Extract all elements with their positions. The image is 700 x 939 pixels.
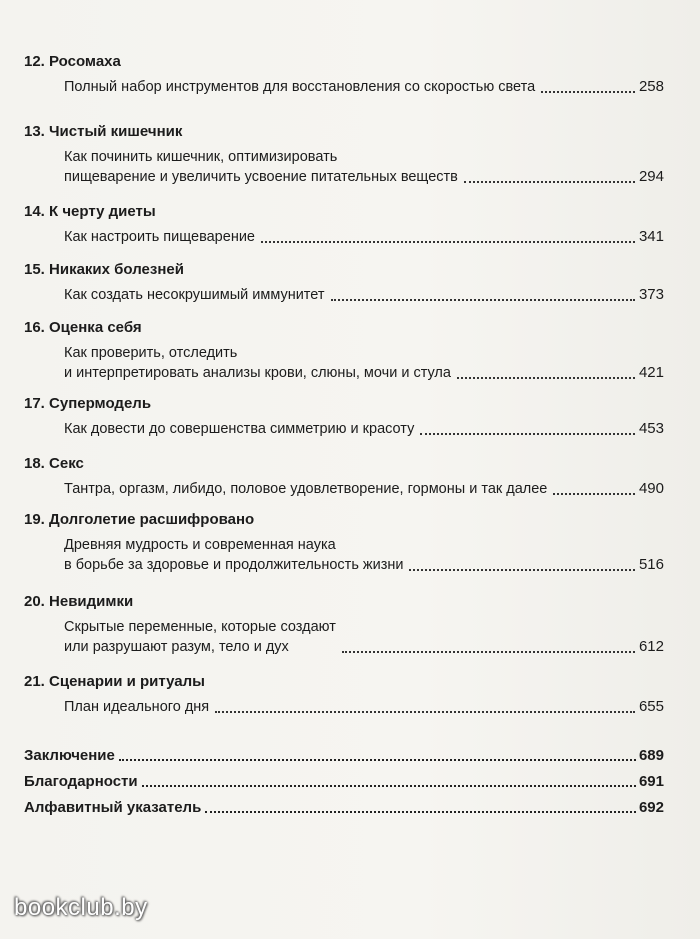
chapter-title: 21. Сценарии и ритуалы bbox=[24, 673, 205, 690]
chapter-20 bbox=[24, 592, 664, 672]
chapter-16 bbox=[24, 318, 664, 394]
chapter-21 bbox=[24, 672, 664, 728]
end-sections bbox=[24, 740, 664, 818]
chapter-title: 17. Супермодель bbox=[24, 395, 152, 412]
subtitle-line: или разрушают разум, тело и дух bbox=[64, 639, 289, 655]
dot-leader bbox=[205, 811, 636, 813]
section-title: Заключение bbox=[24, 747, 115, 764]
section-title: Алфавитный указатель bbox=[24, 799, 202, 816]
subtitle-line: пищеварение и увеличить усвоение питательных веществ bbox=[64, 169, 458, 185]
page-number: 516 bbox=[638, 556, 664, 573]
chapter-15 bbox=[24, 260, 664, 318]
dot-leader bbox=[420, 433, 635, 435]
dot-leader bbox=[142, 785, 636, 787]
chapter-title: 12. Росомаха bbox=[24, 53, 121, 70]
chapter-entry bbox=[64, 479, 664, 499]
chapter-title: 14. К черту диеты bbox=[24, 203, 156, 220]
dot-leader bbox=[342, 651, 635, 653]
section-title: Благодарности bbox=[24, 773, 138, 790]
chapter-entry bbox=[64, 617, 664, 657]
end-section-index bbox=[24, 792, 664, 818]
chapter-entry bbox=[64, 77, 664, 97]
chapter-14 bbox=[24, 202, 664, 260]
chapter-13 bbox=[24, 122, 664, 202]
page-number: 689 bbox=[638, 747, 664, 764]
subtitle-line: Как довести до совершенства симметрию и красоту bbox=[64, 421, 415, 437]
dot-leader bbox=[119, 759, 636, 761]
subtitle-line: План идеального дня bbox=[64, 699, 210, 715]
chapter-title: 13. Чистый кишечник bbox=[24, 123, 183, 140]
page-number: 692 bbox=[638, 799, 664, 816]
page-number: 655 bbox=[638, 698, 664, 715]
chapter-17 bbox=[24, 394, 664, 454]
page-number: 258 bbox=[638, 78, 664, 95]
subtitle-line: Как настроить пищеварение bbox=[64, 229, 255, 245]
chapter-19 bbox=[24, 510, 664, 592]
chapter-title: 19. Долголетие расшифровано bbox=[24, 511, 255, 528]
chapter-entry bbox=[64, 147, 664, 187]
page-number: 373 bbox=[638, 286, 664, 303]
dot-leader bbox=[553, 493, 635, 495]
dot-leader bbox=[261, 241, 635, 243]
chapter-entry bbox=[64, 285, 664, 305]
subtitle-line: Древняя мудрость и современная наука bbox=[64, 537, 336, 553]
chapter-entry bbox=[64, 419, 664, 439]
dot-leader bbox=[541, 91, 635, 93]
dot-leader bbox=[215, 711, 635, 713]
chapter-title: 20. Невидимки bbox=[24, 593, 134, 610]
page-number: 421 bbox=[638, 364, 664, 381]
subtitle-line: Как проверить, отследить bbox=[64, 345, 238, 361]
dot-leader bbox=[464, 181, 635, 183]
chapter-title: 15. Никаких болезней bbox=[24, 261, 184, 278]
subtitle-line: и интерпретировать анализы крови, слюны, мочи и стула bbox=[64, 365, 451, 381]
subtitle-line: Тантра, оргазм, либидо, половое удовлетворение, гормоны и так далее bbox=[64, 481, 548, 497]
subtitle-line: Как создать несокрушимый иммунитет bbox=[64, 287, 325, 303]
table-of-contents bbox=[24, 52, 664, 728]
page-number: 490 bbox=[638, 480, 664, 497]
chapter-entry bbox=[64, 697, 664, 717]
subtitle-line: Полный набор инструментов для восстановления со скоростью света bbox=[64, 79, 536, 95]
end-section-conclusion bbox=[24, 740, 664, 766]
page-number: 612 bbox=[638, 638, 664, 655]
chapter-title: 16. Оценка себя bbox=[24, 319, 142, 336]
subtitle-line: в борьбе за здоровье и продолжительность жизни bbox=[64, 557, 404, 573]
subtitle-line: Как починить кишечник, оптимизировать bbox=[64, 149, 338, 165]
page-number: 691 bbox=[638, 773, 664, 790]
chapter-entry bbox=[64, 343, 664, 383]
dot-leader bbox=[409, 569, 635, 571]
chapter-entry bbox=[64, 535, 664, 575]
chapter-entry bbox=[64, 227, 664, 247]
page-number: 453 bbox=[638, 420, 664, 437]
chapter-12 bbox=[24, 52, 664, 122]
end-section-acknowledgements bbox=[24, 766, 664, 792]
dot-leader bbox=[457, 377, 635, 379]
chapter-18 bbox=[24, 454, 664, 510]
page-number: 341 bbox=[638, 228, 664, 245]
subtitle-line: Скрытые переменные, которые создают bbox=[64, 619, 336, 635]
watermark: bookclub.by bbox=[14, 894, 148, 921]
dot-leader bbox=[331, 299, 635, 301]
chapter-title: 18. Секс bbox=[24, 455, 84, 472]
page-number: 294 bbox=[638, 168, 664, 185]
